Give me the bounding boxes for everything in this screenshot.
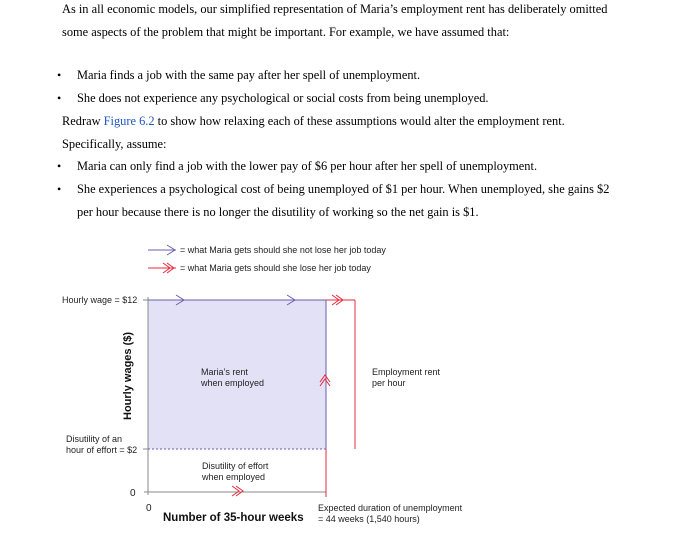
wage-label: Hourly wage = $12 — [62, 295, 138, 305]
rent-label-1: Maria’s rent — [201, 367, 248, 377]
duration-label-1: Expected duration of unemployment — [318, 503, 463, 513]
specifically-line: Specifically, assume: — [62, 137, 167, 151]
redraw-suffix: to show how relaxing each of these assumptions would alter the employment rent. — [154, 114, 565, 128]
y-axis-title: Hourly wages ($) — [122, 331, 134, 420]
disutility-effort-label-2: when employed — [202, 472, 266, 482]
disutility-label-1: Disutility of an — [66, 434, 123, 444]
bullet-dot: • — [57, 91, 62, 105]
employment-rent-label-2: per hour — [372, 378, 406, 388]
y-zero-label: 0 — [130, 488, 136, 499]
intro-line-2: some aspects of the problem that might be important. For example, we have assumed that: — [62, 25, 510, 39]
rent-label-2: when employed — [201, 378, 265, 388]
bullet-b1-text: Maria can only find a job with the lower pay of $6 per hour after her spell of unemployment. — [77, 159, 538, 173]
x-axis-title: Number of 35-hour weeks — [163, 512, 304, 524]
redraw-prefix: Redraw — [62, 114, 104, 128]
bullet-dot: • — [57, 182, 62, 196]
x-zero-label: 0 — [146, 503, 152, 514]
bullet-a1-text: Maria finds a job with the same pay after her spell of unemployment. — [77, 68, 421, 82]
disutility-label-2: hour of effort = $2 — [66, 445, 138, 455]
disutility-effort-label-1: Disutility of effort — [202, 461, 269, 471]
bullet-dot: • — [57, 159, 62, 173]
duration-label-2: = 44 weeks (1,540 hours) — [318, 514, 420, 524]
employment-rent-label-1: Employment rent — [372, 367, 441, 377]
bullet-b2-continuation: per hour because there is no longer the disutility of working so the net gain is $1. — [77, 205, 479, 219]
legend-red-text: = what Maria gets should she lose her job today — [180, 263, 371, 273]
bullet-dot: • — [57, 68, 62, 82]
bullet-b2-text: She experiences a psychological cost of being unemployed of $1 per hour. When unemployed, she gains $2 — [77, 182, 610, 196]
bullet-a2-text: She does not experience any psychological or social costs from being unemployed. — [77, 91, 489, 105]
figure-link[interactable]: Figure 6.2 — [103, 114, 155, 128]
legend-purple-text: = what Maria gets should she not lose her job today — [180, 245, 386, 255]
intro-line-1: As in all economic models, our simplified representation of Maria’s employment rent has deliberately omitted — [62, 2, 608, 16]
